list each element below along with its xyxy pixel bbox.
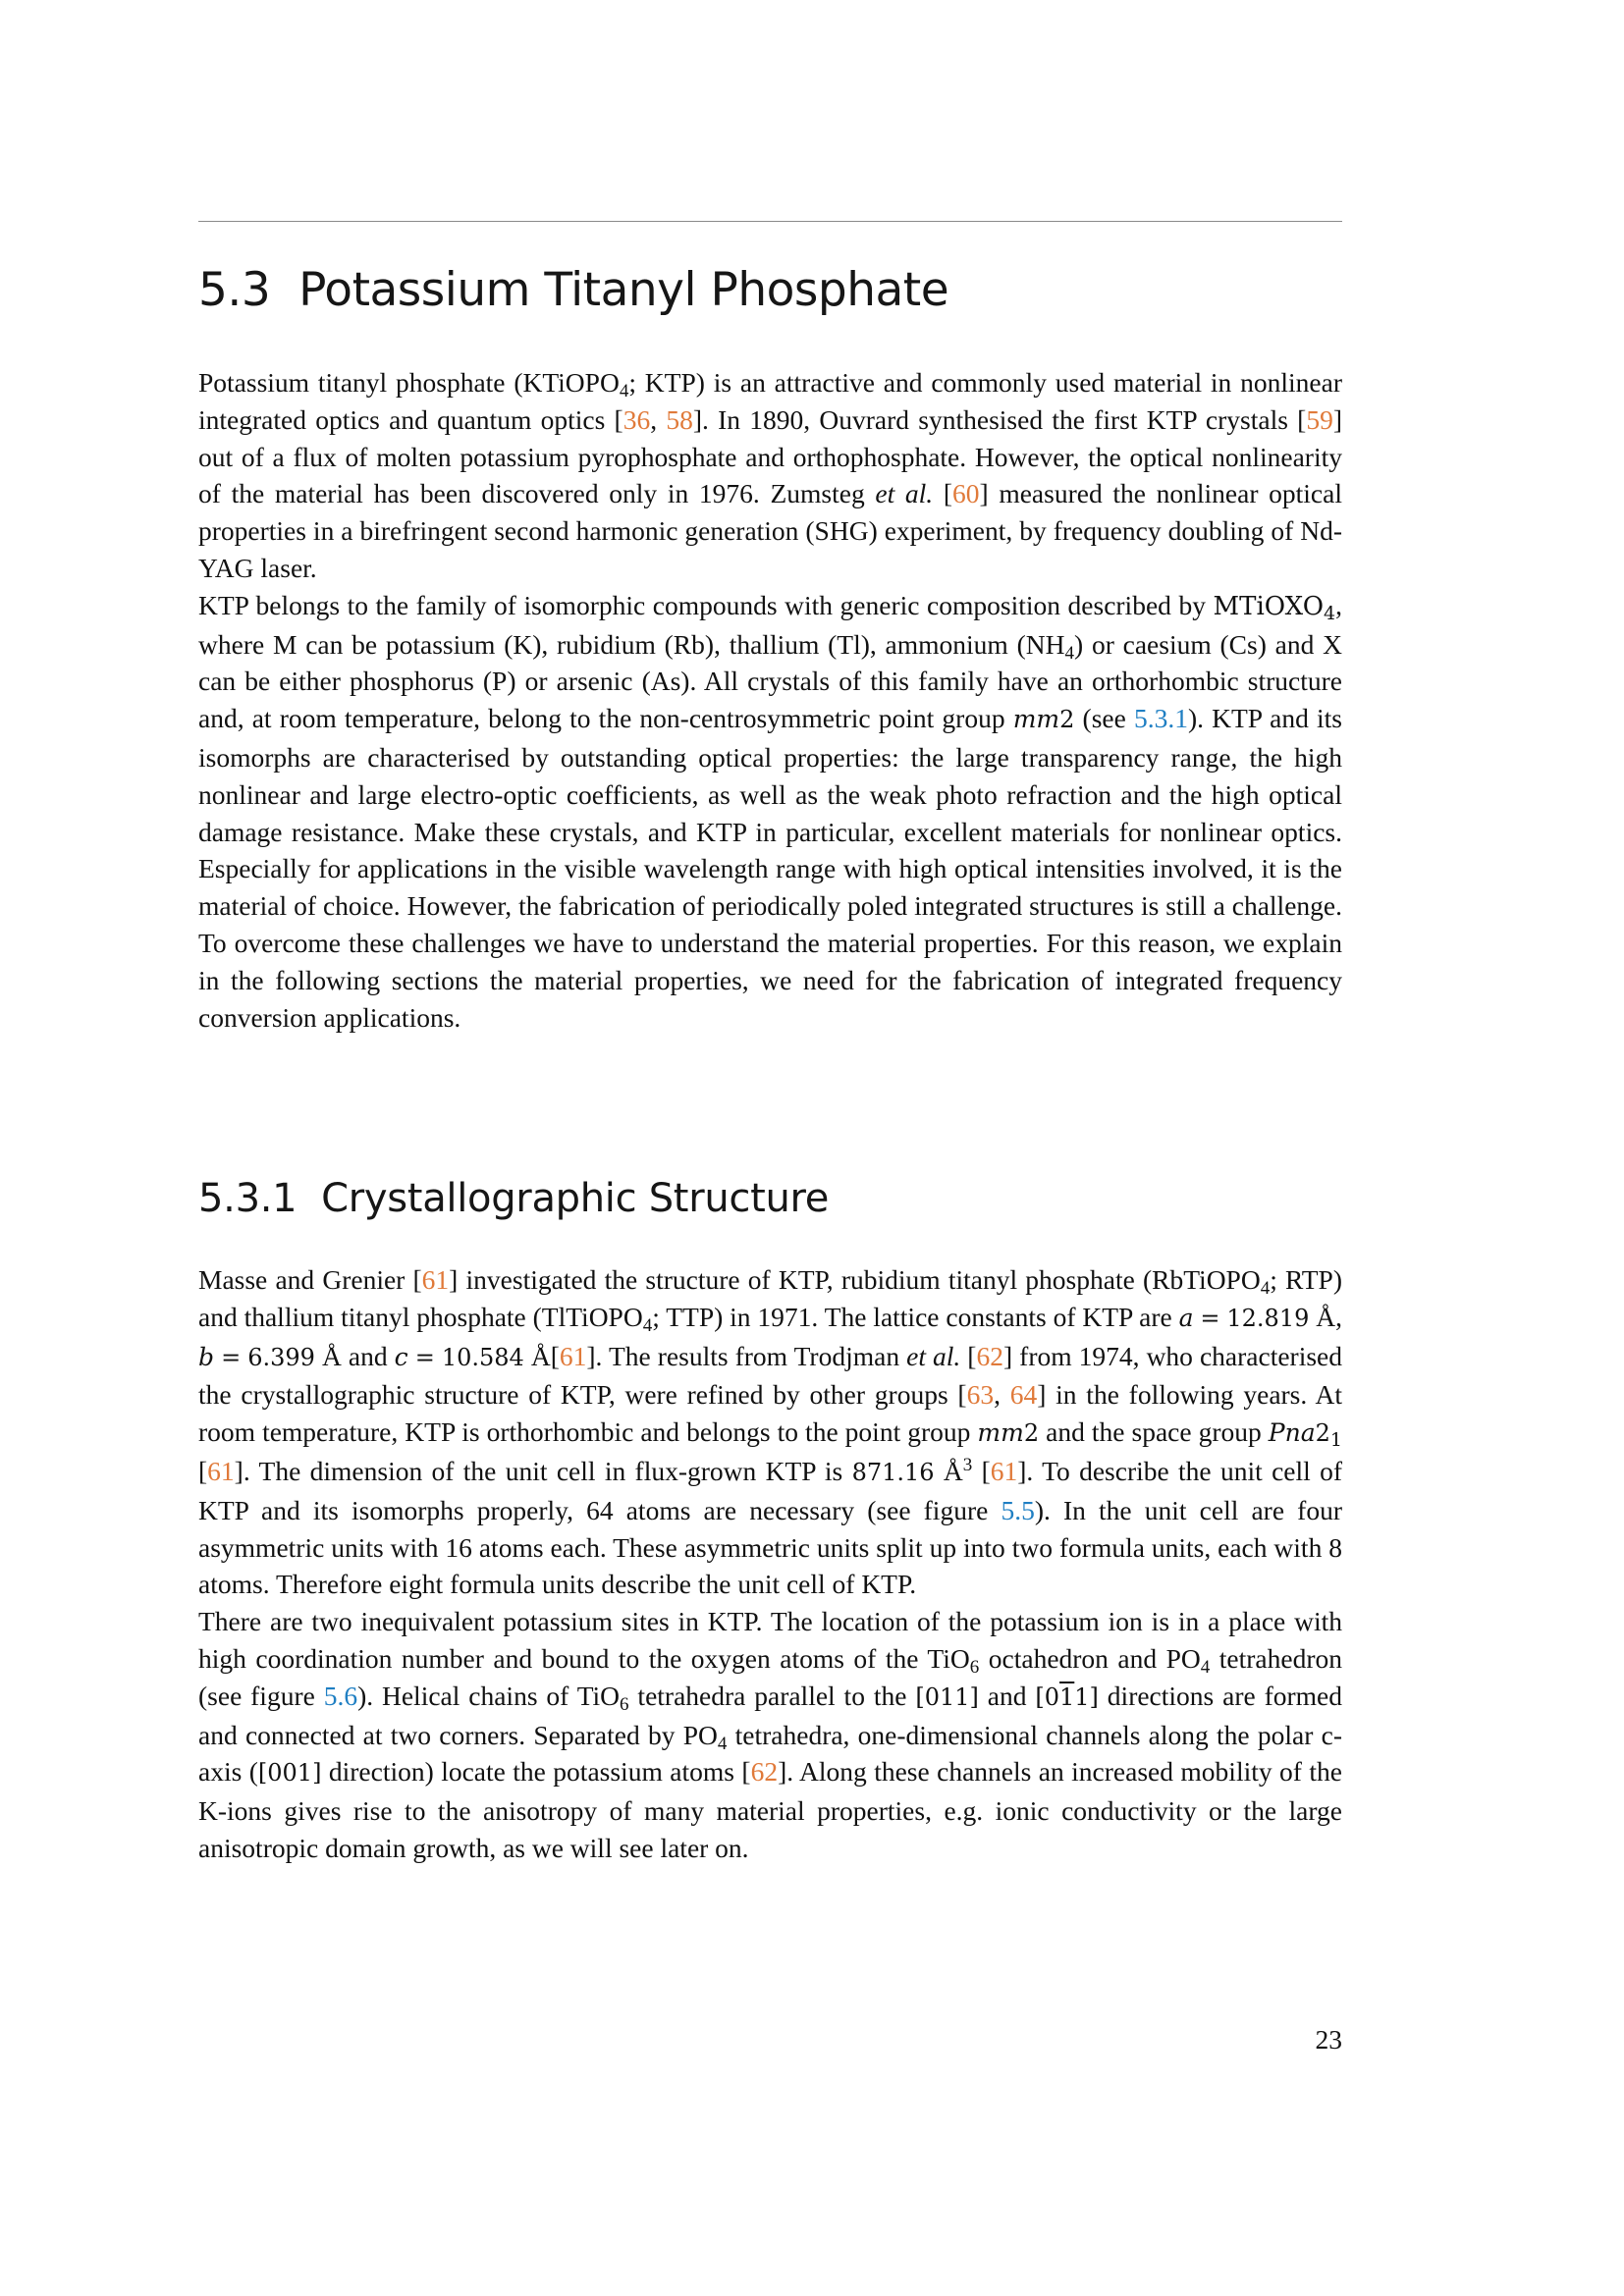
section-title-text: Potassium Titanyl Phosphate [298, 263, 949, 317]
citation-60[interactable]: 60 [952, 478, 980, 509]
citation-58[interactable]: 58 [666, 403, 693, 435]
paragraph-lattice: Masse and Grenier [61] investigated the structure of KTP, rubidium titanyl phosphate (RbTiOPO$_4$; RTP) and thallium titanyl phosphate (TlTiOPO$_4$; TTP) in 1971. The lattice constants of KTP are a = 12.819 Å, b = 6.399 Å and c = 10.584 Å[61]. The results from Trodjman et al. [62] from 1974, who characterised the crystallographic structure of KTP, were refined by other groups [63, 64] in the following years. At room temperature, KTP is orthorhombic and belongs to the point group mm2 and the space group $Pna2_1$ [61]. The dimension of the unit cell in flux-grown KTP is 871.16 $Å^3$ [61]. To describe the unit cell of KTP and its isomorphs properly, 64 atoms are necessary (see figure 5.5). In the unit cell are four asymmetric units with 16 atoms each. These asymmetric units split up into two formula units, each with 8 atoms. Therefore eight formula units describe the unit cell of KTP. [198, 1264, 1343, 1600]
section-body [198, 364, 1342, 1036]
subsection-body [198, 1261, 1342, 1867]
paragraph-potassium-sites: There are two inequivalent potassium sites in KTP. The location of the potassium ion is in a place with high coordination number and bound to the oxygen atoms of the TiO$_6$ octahedron and $PO_4$ tetrahedron (see figure 5.6). Helical chains of TiO$_6$ tetrahedra parallel to the [011] and [011] directions are formed and connected at two corners. Separated by $PO_4$ tetrahedra, one-dimensional channels along the polar c-axis ([001] direction) locate the potassium atoms [62]. Along these channels an increased mobility of the K-ions gives rise to the anisotropy of many material properties, e.g. ionic conductivity or the large anisotropic domain growth, as we will see later on. [198, 1606, 1342, 1863]
citation-62[interactable]: 62 [976, 1340, 1003, 1371]
citation-61[interactable]: 61 [559, 1340, 587, 1371]
crossref-figure-5-6[interactable]: 5.6 [323, 1680, 358, 1711]
page-number: 23 [1315, 2024, 1342, 2055]
citation-64[interactable]: 64 [1009, 1379, 1038, 1411]
citation-61[interactable]: 61 [990, 1455, 1018, 1486]
section-number: 5.3 [198, 263, 271, 317]
crossref-5-3-1[interactable]: 5.3.1 [1133, 703, 1188, 734]
citation-36[interactable]: 36 [623, 403, 651, 435]
subsection-number: 5.3.1 [198, 1176, 298, 1221]
citation-59[interactable]: 59 [1306, 403, 1333, 435]
crossref-figure-5-5[interactable]: 5.5 [1001, 1494, 1035, 1525]
paragraph-ktp-family: KTP belongs to the family of isomorphic compounds with generic composition described by MTiOXO$_4$, where M can be potassium (K), rubidium (Rb), thallium (Tl), ammonium $(NH_4)$ or caesium (Cs) and X can be either phosphorus (P) or arsenic (As). All crystals of this family have an orthorhombic structure and, at room temperature, belong to the non-centrosymmetric point group mm2 (see 5.3.1). KTP and its isomorphs are characterised by outstanding optical properties: the large transparency range, the high nonlinear and large electro-optic coefficients, as well as the weak photo refraction and the high optical damage resistance. Make these crystals, and KTP in particular, excellent materials for nonlinear optics. Especially for applications in the visible wavelength range with high optical intensities involved, it is the material of choice. However, the fabrication of periodically poled integrated structures is still a challenge. To overcome these challenges we have to understand the material properties. For this reason, we explain in the following sections the material properties, we need for the fabrication of integrated frequency conversion applications. [198, 589, 1343, 1033]
paragraph-ktp-intro: Potassium titanyl phosphate (KTiOPO$_4$; KTP) is an attractive and commonly used material in nonlinear integrated optics and quantum optics [36, 58]. In 1890, Ouvrard synthesised the first KTP crystals [59] out of a flux of molten potassium pyrophosphate and orthophosphate. However, the optical nonlinearity of the material has been discovered only in 1976. Zumsteg et al. [60] measured the nonlinear optical properties in a birefringent second harmonic generation (SHG) experiment, by frequency doubling of Nd-YAG laser. [198, 367, 1343, 583]
subsection-title-text: Crystallographic Structure [321, 1176, 830, 1221]
citation-62[interactable]: 62 [750, 1756, 779, 1788]
citation-63[interactable]: 63 [966, 1379, 995, 1411]
header-rule [198, 221, 1342, 222]
citation-61[interactable]: 61 [421, 1264, 450, 1295]
subsection-title [198, 1176, 829, 1221]
citation-61[interactable]: 61 [207, 1455, 235, 1486]
section-title [198, 263, 948, 317]
